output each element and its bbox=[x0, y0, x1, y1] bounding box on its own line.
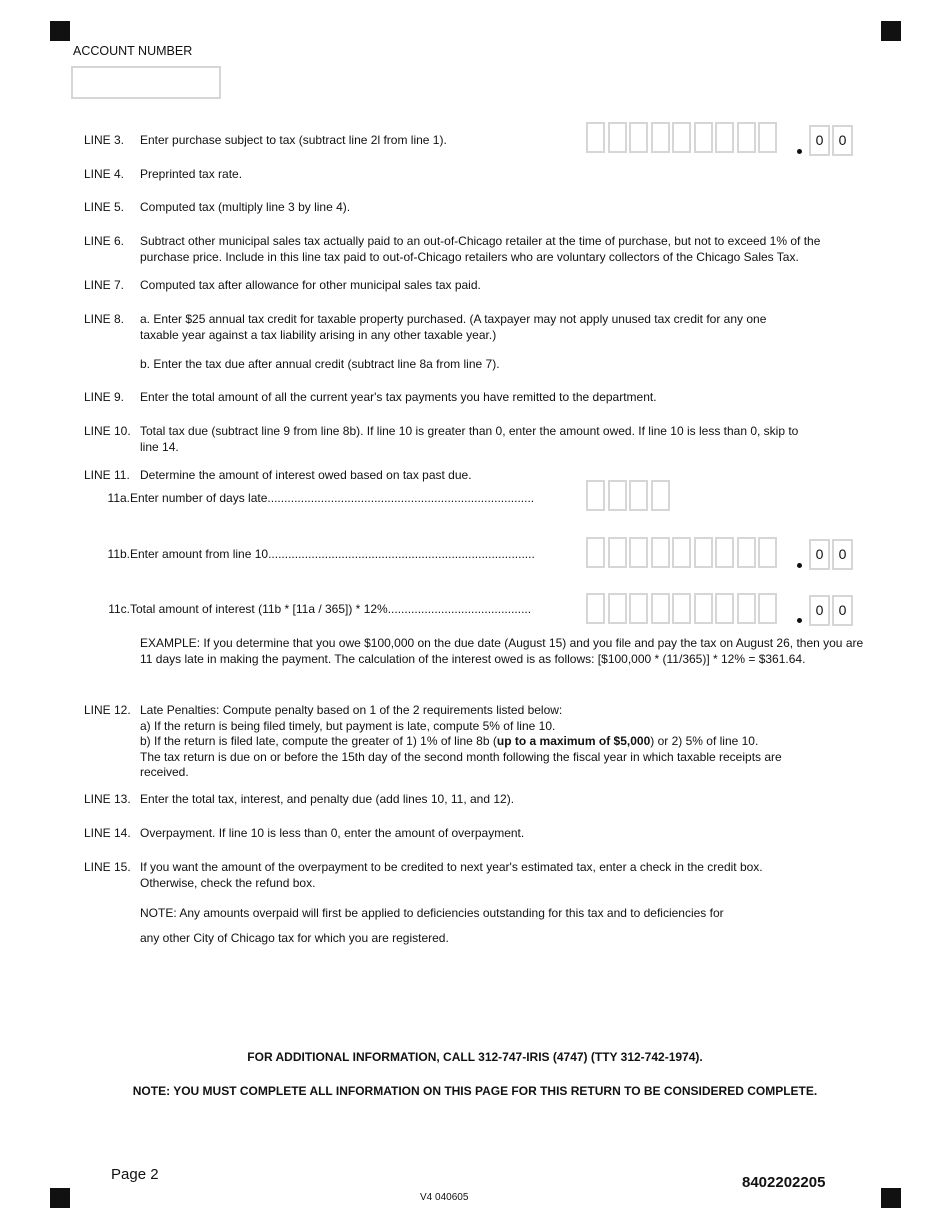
completion-note: NOTE: YOU MUST COMPLETE ALL INFORMATION ON THIS PAGE FOR THIS RETURN TO BE CONSIDERED COMPLETE. bbox=[132, 1084, 818, 1098]
line-11c-label: 11c. bbox=[108, 602, 130, 616]
digit-box[interactable] bbox=[672, 593, 691, 624]
line-13-label: LINE 13. bbox=[84, 792, 131, 806]
digit-box[interactable] bbox=[758, 122, 777, 153]
line-12-intro: Late Penalties: Compute penalty based on 1 of the 2 requirements listed below: bbox=[140, 703, 563, 717]
line-15 bbox=[84, 860, 804, 891]
line-5-text: Computed tax (multiply line 3 by line 4). bbox=[140, 200, 351, 214]
line-8 bbox=[84, 312, 804, 343]
registration-mark-bottom-right bbox=[881, 1188, 901, 1208]
cent-digit: 0 bbox=[809, 539, 830, 570]
line-7 bbox=[84, 278, 864, 294]
line-4 bbox=[84, 167, 864, 183]
digit-box[interactable] bbox=[672, 537, 691, 568]
line-14 bbox=[84, 826, 864, 842]
account-number-field[interactable] bbox=[71, 66, 221, 99]
digit-box[interactable] bbox=[608, 593, 627, 624]
digit-box[interactable] bbox=[586, 537, 605, 568]
line-11b-text: Enter amount from line 10................................................................................ bbox=[130, 547, 535, 561]
note-line-1: NOTE: Any amounts overpaid will first be applied to deficiencies outstanding for this tax and to deficiencies for bbox=[140, 906, 724, 920]
digit-box[interactable] bbox=[651, 122, 670, 153]
digit-box[interactable] bbox=[586, 593, 605, 624]
digit-box[interactable] bbox=[608, 537, 627, 568]
line-6 bbox=[84, 234, 864, 265]
digit-box[interactable] bbox=[629, 122, 648, 153]
line-4-label: LINE 4. bbox=[84, 167, 125, 181]
digit-box[interactable] bbox=[694, 593, 713, 624]
line-14-label: LINE 14. bbox=[84, 826, 131, 840]
cent-digit: 0 bbox=[832, 595, 853, 626]
line-12-due-note: The tax return is due on or before the 15th day of the second month following the fiscal year in which taxable receipts are received. bbox=[140, 749, 782, 779]
page-number: Page 2 bbox=[111, 1166, 159, 1183]
line-11b-label: 11b. bbox=[107, 547, 130, 561]
example-text: EXAMPLE: If you determine that you owe $100,000 on the due date (August 15) and you file and pay the tax on August 26, then you are 11 days late in making the payment. The calculation of the interest owed is as follows: [$100,000 * (11/365)] * 12% = $361.64. bbox=[140, 636, 864, 666]
line-15-text: If you want the amount of the overpayment to be credited to next year's estimated tax, enter a check in the credit box. Otherwise, check the refund box. bbox=[140, 860, 763, 890]
line-11-example bbox=[84, 636, 864, 667]
line-12-label: LINE 12. bbox=[84, 703, 131, 717]
line-6-label: LINE 6. bbox=[84, 234, 125, 248]
digit-box[interactable] bbox=[629, 537, 648, 568]
line-3-cents bbox=[809, 125, 855, 156]
digit-box[interactable] bbox=[608, 122, 627, 153]
line-3-amount-boxes[interactable] bbox=[586, 122, 780, 153]
additional-info: FOR ADDITIONAL INFORMATION, CALL 312-747-IRIS (4747) (TTY 312-742-1974). bbox=[247, 1050, 703, 1064]
line-12-option-b-start: b) If the return is filed late, compute the greater of 1) 1% of line 8b ( bbox=[140, 734, 497, 748]
digit-box[interactable] bbox=[651, 480, 670, 511]
line-12-option-b bbox=[140, 734, 824, 750]
decimal-point bbox=[797, 618, 802, 623]
registration-mark-top-left bbox=[50, 21, 70, 41]
form-number: 8402202205 bbox=[742, 1174, 826, 1191]
digit-box[interactable] bbox=[629, 593, 648, 624]
line-11-label: LINE 11. bbox=[84, 468, 130, 482]
line-12-max-penalty: up to a maximum of $5,000 bbox=[496, 734, 651, 748]
line-5 bbox=[84, 200, 864, 216]
decimal-point bbox=[797, 149, 802, 154]
account-number-label: ACCOUNT NUMBER bbox=[73, 44, 193, 58]
line-9-text: Enter the total amount of all the current year's tax payments you have remitted to the department. bbox=[140, 390, 657, 404]
digit-box[interactable] bbox=[737, 537, 756, 568]
line-10 bbox=[84, 424, 804, 455]
line-4-text: Preprinted tax rate. bbox=[140, 167, 243, 181]
line-11c bbox=[96, 602, 531, 618]
line-6-text: Subtract other municipal sales tax actually paid to an out-of-Chicago retailer at the time of purchase, but not to exceed 1% of the purchase price. Include in this line tax paid to out-of-Chicago retailers who are voluntary collectors of the Chicago Sales Tax. bbox=[140, 234, 821, 264]
cent-digit: 0 bbox=[809, 595, 830, 626]
line-11c-cents bbox=[809, 595, 855, 626]
cent-digit: 0 bbox=[832, 125, 853, 156]
digit-box[interactable] bbox=[758, 593, 777, 624]
digit-box[interactable] bbox=[586, 122, 605, 153]
line-12-option-a: a) If the return is being filed timely, but payment is late, compute 5% of line 10. bbox=[140, 718, 556, 733]
note-line-2: any other City of Chicago tax for which you are registered. bbox=[140, 931, 449, 945]
line-13 bbox=[84, 792, 864, 808]
line-11a-label: 11a. bbox=[107, 491, 130, 505]
line-10-label: LINE 10. bbox=[84, 424, 131, 438]
line-11b bbox=[96, 547, 535, 563]
line-3-text: Enter purchase subject to tax (subtract line 2l from line 1). bbox=[140, 133, 447, 147]
line-5-label: LINE 5. bbox=[84, 200, 125, 214]
line-11a-text: Enter number of days late................................................................................ bbox=[130, 491, 535, 505]
digit-box[interactable] bbox=[651, 537, 670, 568]
form-version: V4 040605 bbox=[420, 1192, 469, 1203]
line-7-text: Computed tax after allowance for other municipal sales tax paid. bbox=[140, 278, 481, 292]
line-11c-text: Total amount of interest (11b * [11a / 365]) * 12%........................................... bbox=[130, 602, 532, 616]
line-12-option-b-end: ) or 2) 5% of line 10. bbox=[650, 734, 759, 748]
overpayment-note bbox=[84, 904, 864, 947]
registration-mark-top-right bbox=[881, 21, 901, 41]
line-11b-amount-boxes[interactable] bbox=[586, 537, 780, 568]
digit-box[interactable] bbox=[672, 122, 691, 153]
digit-box[interactable] bbox=[737, 593, 756, 624]
line-10-text: Total tax due (subtract line 9 from line 8b). If line 10 is greater than 0, enter the amount owed. If line 10 is less than 0, skip to line 14. bbox=[140, 424, 799, 454]
digit-box[interactable] bbox=[715, 537, 734, 568]
digit-box[interactable] bbox=[758, 537, 777, 568]
line-11a-days-boxes[interactable] bbox=[586, 480, 672, 511]
digit-box[interactable] bbox=[694, 122, 713, 153]
line-9-label: LINE 9. bbox=[84, 390, 125, 404]
line-3-label: LINE 3. bbox=[84, 133, 125, 147]
line-11 bbox=[84, 468, 864, 484]
line-8-label: LINE 8. bbox=[84, 312, 125, 326]
line-11a bbox=[96, 491, 534, 507]
line-7-label: LINE 7. bbox=[84, 278, 125, 292]
digit-box[interactable] bbox=[715, 593, 734, 624]
line-8b bbox=[84, 357, 864, 373]
registration-mark-bottom-left bbox=[50, 1188, 70, 1208]
line-14-text: Overpayment. If line 10 is less than 0, enter the amount of overpayment. bbox=[140, 826, 525, 840]
line-11c-amount-boxes[interactable] bbox=[586, 593, 780, 624]
line-9 bbox=[84, 390, 864, 406]
line-12 bbox=[84, 703, 824, 781]
line-15-label: LINE 15. bbox=[84, 860, 131, 874]
line-13-text: Enter the total tax, interest, and penalty due (add lines 10, 11, and 12). bbox=[140, 792, 515, 806]
cent-digit: 0 bbox=[832, 539, 853, 570]
line-11-text: Determine the amount of interest owed based on tax past due. bbox=[140, 468, 472, 482]
cent-digit: 0 bbox=[809, 125, 830, 156]
digit-box[interactable] bbox=[715, 122, 734, 153]
digit-box[interactable] bbox=[694, 537, 713, 568]
digit-box[interactable] bbox=[651, 593, 670, 624]
line-8a-text: a. Enter $25 annual tax credit for taxable property purchased. (A taxpayer may not apply unused tax credit for any one taxable year against a tax liability arising in any other taxable year.) bbox=[140, 312, 767, 342]
digit-box[interactable] bbox=[737, 122, 756, 153]
digit-box[interactable] bbox=[608, 480, 627, 511]
digit-box[interactable] bbox=[629, 480, 648, 511]
digit-box[interactable] bbox=[586, 480, 605, 511]
line-11b-cents bbox=[809, 539, 855, 570]
decimal-point bbox=[797, 563, 802, 568]
line-8b-text: b. Enter the tax due after annual credit (subtract line 8a from line 7). bbox=[140, 357, 500, 371]
